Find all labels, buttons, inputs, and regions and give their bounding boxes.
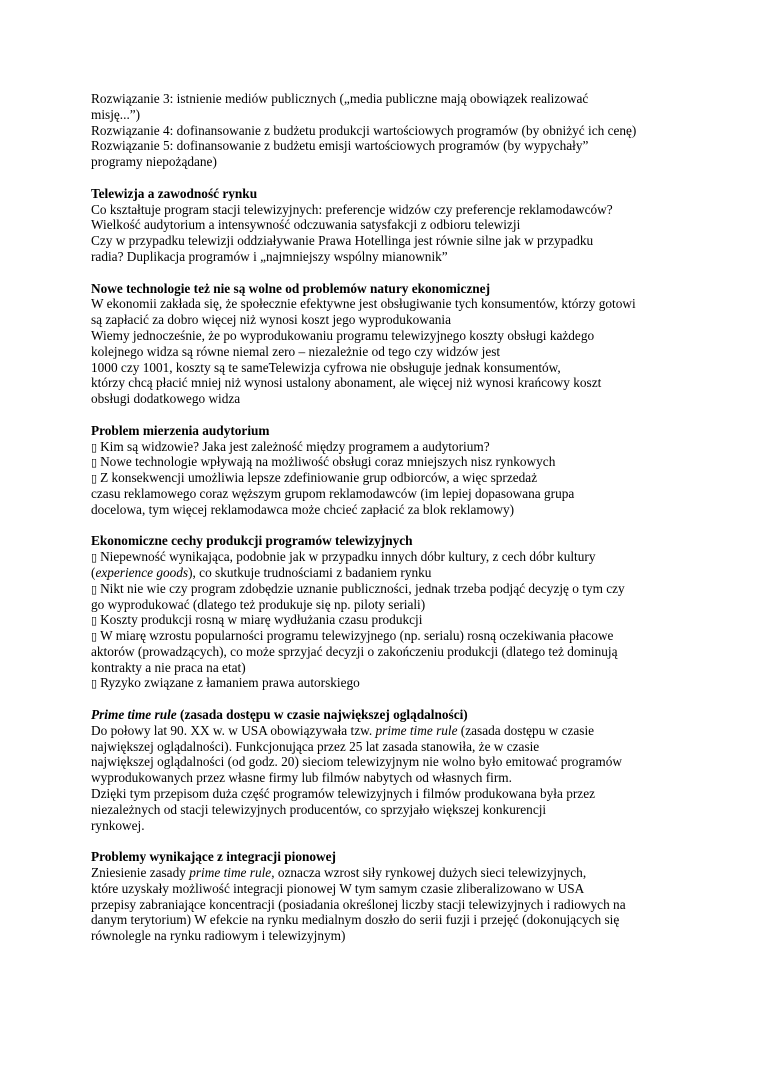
text-line bbox=[91, 249, 691, 265]
text-line bbox=[91, 739, 691, 755]
text-line bbox=[91, 865, 691, 881]
text-line bbox=[91, 770, 691, 786]
text-run: W ekonomii zakłada się, że społecznie efektywne jest obsługiwanie tych konsumentów, którzy gotowi bbox=[91, 296, 636, 312]
text-line bbox=[91, 312, 691, 328]
text-line bbox=[91, 375, 691, 391]
text-line bbox=[91, 202, 691, 218]
text-line bbox=[91, 754, 691, 770]
paragraph-spacer bbox=[91, 170, 691, 186]
document-page bbox=[91, 91, 691, 944]
text-line bbox=[91, 502, 691, 518]
text-line bbox=[91, 107, 691, 123]
italic-text-run: prime time rule bbox=[375, 722, 458, 738]
text-run: misję...”) bbox=[91, 106, 141, 122]
bullet-line bbox=[91, 549, 691, 565]
text-run: którzy chcą płacić mniej niż wynosi ustalony abonament, ale więcej niż wynosi krańcowy koszt bbox=[91, 375, 602, 391]
text-run: Nowe technologie wpływają na możliwość obsługi coraz mniejszych nisz rynkowych bbox=[100, 454, 556, 470]
text-run: Z konsekwencji umożliwia lepsze zdefiniowanie grup odbiorców, a więc sprzedaż bbox=[100, 470, 538, 486]
text-line bbox=[91, 660, 691, 676]
text-line bbox=[91, 123, 691, 139]
text-run: docelowa, tym więcej reklamodawca może chcieć zapłacić za blok reklamowy) bbox=[91, 501, 515, 517]
text-run: Co kształtuje program stacji telewizyjnych: preferencje widzów czy preferencje reklamodawców? bbox=[91, 201, 613, 217]
text-run: kontrakty a nie praca na etat) bbox=[91, 659, 246, 675]
text-run: Koszty produkcji rosną w miarę wydłużania czasu produkcji bbox=[100, 612, 423, 628]
text-line bbox=[91, 154, 691, 170]
text-run: Ryzyko związane z łamaniem prawa autorskiego bbox=[100, 675, 360, 691]
text-line bbox=[91, 91, 691, 107]
text-run: , oznacza wzrost siły rynkowej dużych sieci telewizyjnych, bbox=[271, 865, 587, 881]
text-run: Czy w przypadku telewizji oddziaływanie Prawa Hotellinga jest równie silne jak w przypadku bbox=[91, 233, 594, 249]
text-line bbox=[91, 597, 691, 613]
text-run: są zapłacić za dobro więcej niż wynosi koszt jego wyprodukowania bbox=[91, 312, 452, 328]
text-run: ), co skutkuje trudnościami z badaniem rynku bbox=[188, 564, 432, 580]
text-run: ( bbox=[91, 564, 96, 580]
section-heading bbox=[91, 186, 691, 202]
bullet-line bbox=[91, 439, 691, 455]
section-heading bbox=[91, 849, 691, 865]
text-line bbox=[91, 233, 691, 249]
text-line bbox=[91, 912, 691, 928]
text-line bbox=[91, 723, 691, 739]
text-line bbox=[91, 818, 691, 834]
text-run: obsługi dodatkowego widza bbox=[91, 391, 241, 407]
text-run: kolejnego widza są równe niemal zero – niezależnie od tego czy widzów jest bbox=[91, 343, 501, 359]
text-line bbox=[91, 802, 691, 818]
text-run: Problemy wynikające z integracji pionowej bbox=[91, 849, 336, 865]
paragraph-spacer bbox=[91, 407, 691, 423]
text-line bbox=[91, 486, 691, 502]
text-run: go wyprodukować (dlatego też produkuje się np. piloty seriali) bbox=[91, 596, 426, 612]
text-run: Ekonomiczne cechy produkcji programów telewizyjnych bbox=[91, 533, 413, 549]
bullet-line bbox=[91, 628, 691, 644]
text-run: Nikt nie wie czy program zdobędzie uznanie publiczności, jednak trzeba podjąć decyzję o tym czy bbox=[100, 580, 625, 596]
text-run: niezależnych od stacji telewizyjnych producentów, co sprzyjało większej konkurencji bbox=[91, 801, 547, 817]
text-run: Rozwiązanie 4: dofinansowanie z budżetu produkcji wartościowych programów (by obniżyć ich cenę) bbox=[91, 122, 637, 138]
text-run: rynkowej. bbox=[91, 817, 145, 833]
italic-text-run: Prime time rule bbox=[91, 707, 177, 723]
text-run: radia? Duplikacja programów i „najmniejszy wspólny mianownik” bbox=[91, 248, 448, 264]
text-run: Wielkość audytorium a intensywność odczuwania satysfakcji z odbioru telewizji bbox=[91, 217, 521, 233]
text-line bbox=[91, 391, 691, 407]
text-line bbox=[91, 565, 691, 581]
bullet-line bbox=[91, 454, 691, 470]
bullet-line bbox=[91, 675, 691, 691]
text-run: Nowe technologie też nie są wolne od problemów natury ekonomicznej bbox=[91, 280, 490, 296]
text-line bbox=[91, 296, 691, 312]
text-run: (zasada dostępu w czasie największej oglądalności) bbox=[176, 707, 468, 723]
text-line bbox=[91, 217, 691, 233]
text-line bbox=[91, 138, 691, 154]
text-run: wyprodukowanych przez własne firmy lub filmów nabytych od własnych firm. bbox=[91, 770, 512, 786]
bullet-line bbox=[91, 470, 691, 486]
text-run: Rozwiązanie 5: dofinansowanie z budżetu emisji wartościowych programów (by wypychały” bbox=[91, 138, 589, 154]
section-heading bbox=[91, 423, 691, 439]
text-line bbox=[91, 928, 691, 944]
text-line bbox=[91, 344, 691, 360]
text-line bbox=[91, 328, 691, 344]
text-line bbox=[91, 360, 691, 376]
bullet-line bbox=[91, 612, 691, 628]
text-run: Problem mierzenia audytorium bbox=[91, 422, 270, 438]
text-run: Wiemy jednocześnie, że po wyprodukowaniu programu telewizyjnego koszty obsługi każdego bbox=[91, 327, 595, 343]
italic-text-run: experience goods bbox=[95, 564, 189, 580]
section-heading bbox=[91, 281, 691, 297]
text-run: największej oglądalności (od godz. 20) sieciom telewizyjnym nie wolno było emitować programów bbox=[91, 754, 622, 770]
text-run: danym terytorium) W efekcie na rynku medialnym doszło do serii fuzji i przejęć (dokonujących się bbox=[91, 912, 620, 928]
text-run: aktorów (prowadzących), co może sprzyjać decyzji o zakończeniu produkcji (dlatego też dominują bbox=[91, 643, 618, 659]
text-run: Dzięki tym przepisom duża część programów telewizyjnych i filmów produkowana była przez bbox=[91, 786, 595, 802]
text-run: Zniesienie zasady bbox=[91, 865, 190, 881]
text-run: 1000 czy 1001, koszty są te sameTelewizja cyfrowa nie obsługuje jednak konsumentów, bbox=[91, 359, 561, 375]
bullet-line bbox=[91, 581, 691, 597]
paragraph-spacer bbox=[91, 265, 691, 281]
text-run: Do połowy lat 90. XX w. w USA obowiązywała tzw. bbox=[91, 722, 376, 738]
text-run: Niepewność wynikająca, podobnie jak w przypadku innych dóbr kultury, z cech dóbr kultury bbox=[100, 549, 596, 565]
paragraph-spacer bbox=[91, 833, 691, 849]
text-line bbox=[91, 897, 691, 913]
text-run: przepisy zabraniające koncentracji (posiadania określonej liczby stacji telewizyjnych i radiowych na bbox=[91, 896, 626, 912]
text-run: które uzyskały możliwość integracji pionowej W tym samym czasie zliberalizowano w USA bbox=[91, 880, 585, 896]
text-run: Rozwiązanie 3: istnienie mediów publicznych („media publiczne mają obowiązek realizować bbox=[91, 91, 589, 106]
text-run: czasu reklamowego coraz węższym grupom reklamodawców (im lepiej dopasowana grupa bbox=[91, 485, 575, 501]
section-heading bbox=[91, 707, 691, 723]
text-line bbox=[91, 786, 691, 802]
text-run: Telewizja a zawodność rynku bbox=[91, 185, 258, 201]
text-line bbox=[91, 881, 691, 897]
text-run: W miarę wzrostu popularności programu telewizyjnego (np. serialu) rosną oczekiwania płacowe bbox=[100, 628, 614, 644]
text-run: Kim są widzowie? Jaka jest zależność między programem a audytorium? bbox=[100, 438, 490, 454]
text-run: programy niepożądane) bbox=[91, 154, 217, 170]
paragraph-spacer bbox=[91, 518, 691, 534]
italic-text-run: prime time rule bbox=[189, 865, 272, 881]
section-heading bbox=[91, 533, 691, 549]
text-line bbox=[91, 644, 691, 660]
text-run: największej oglądalności). Funkcjonująca przez 25 lat zasada stanowiła, że w czasie bbox=[91, 738, 540, 754]
text-run: (zasada dostępu w czasie bbox=[457, 722, 595, 738]
paragraph-spacer bbox=[91, 691, 691, 707]
text-run: równolegle na rynku radiowym i telewizyjnym) bbox=[91, 928, 346, 944]
